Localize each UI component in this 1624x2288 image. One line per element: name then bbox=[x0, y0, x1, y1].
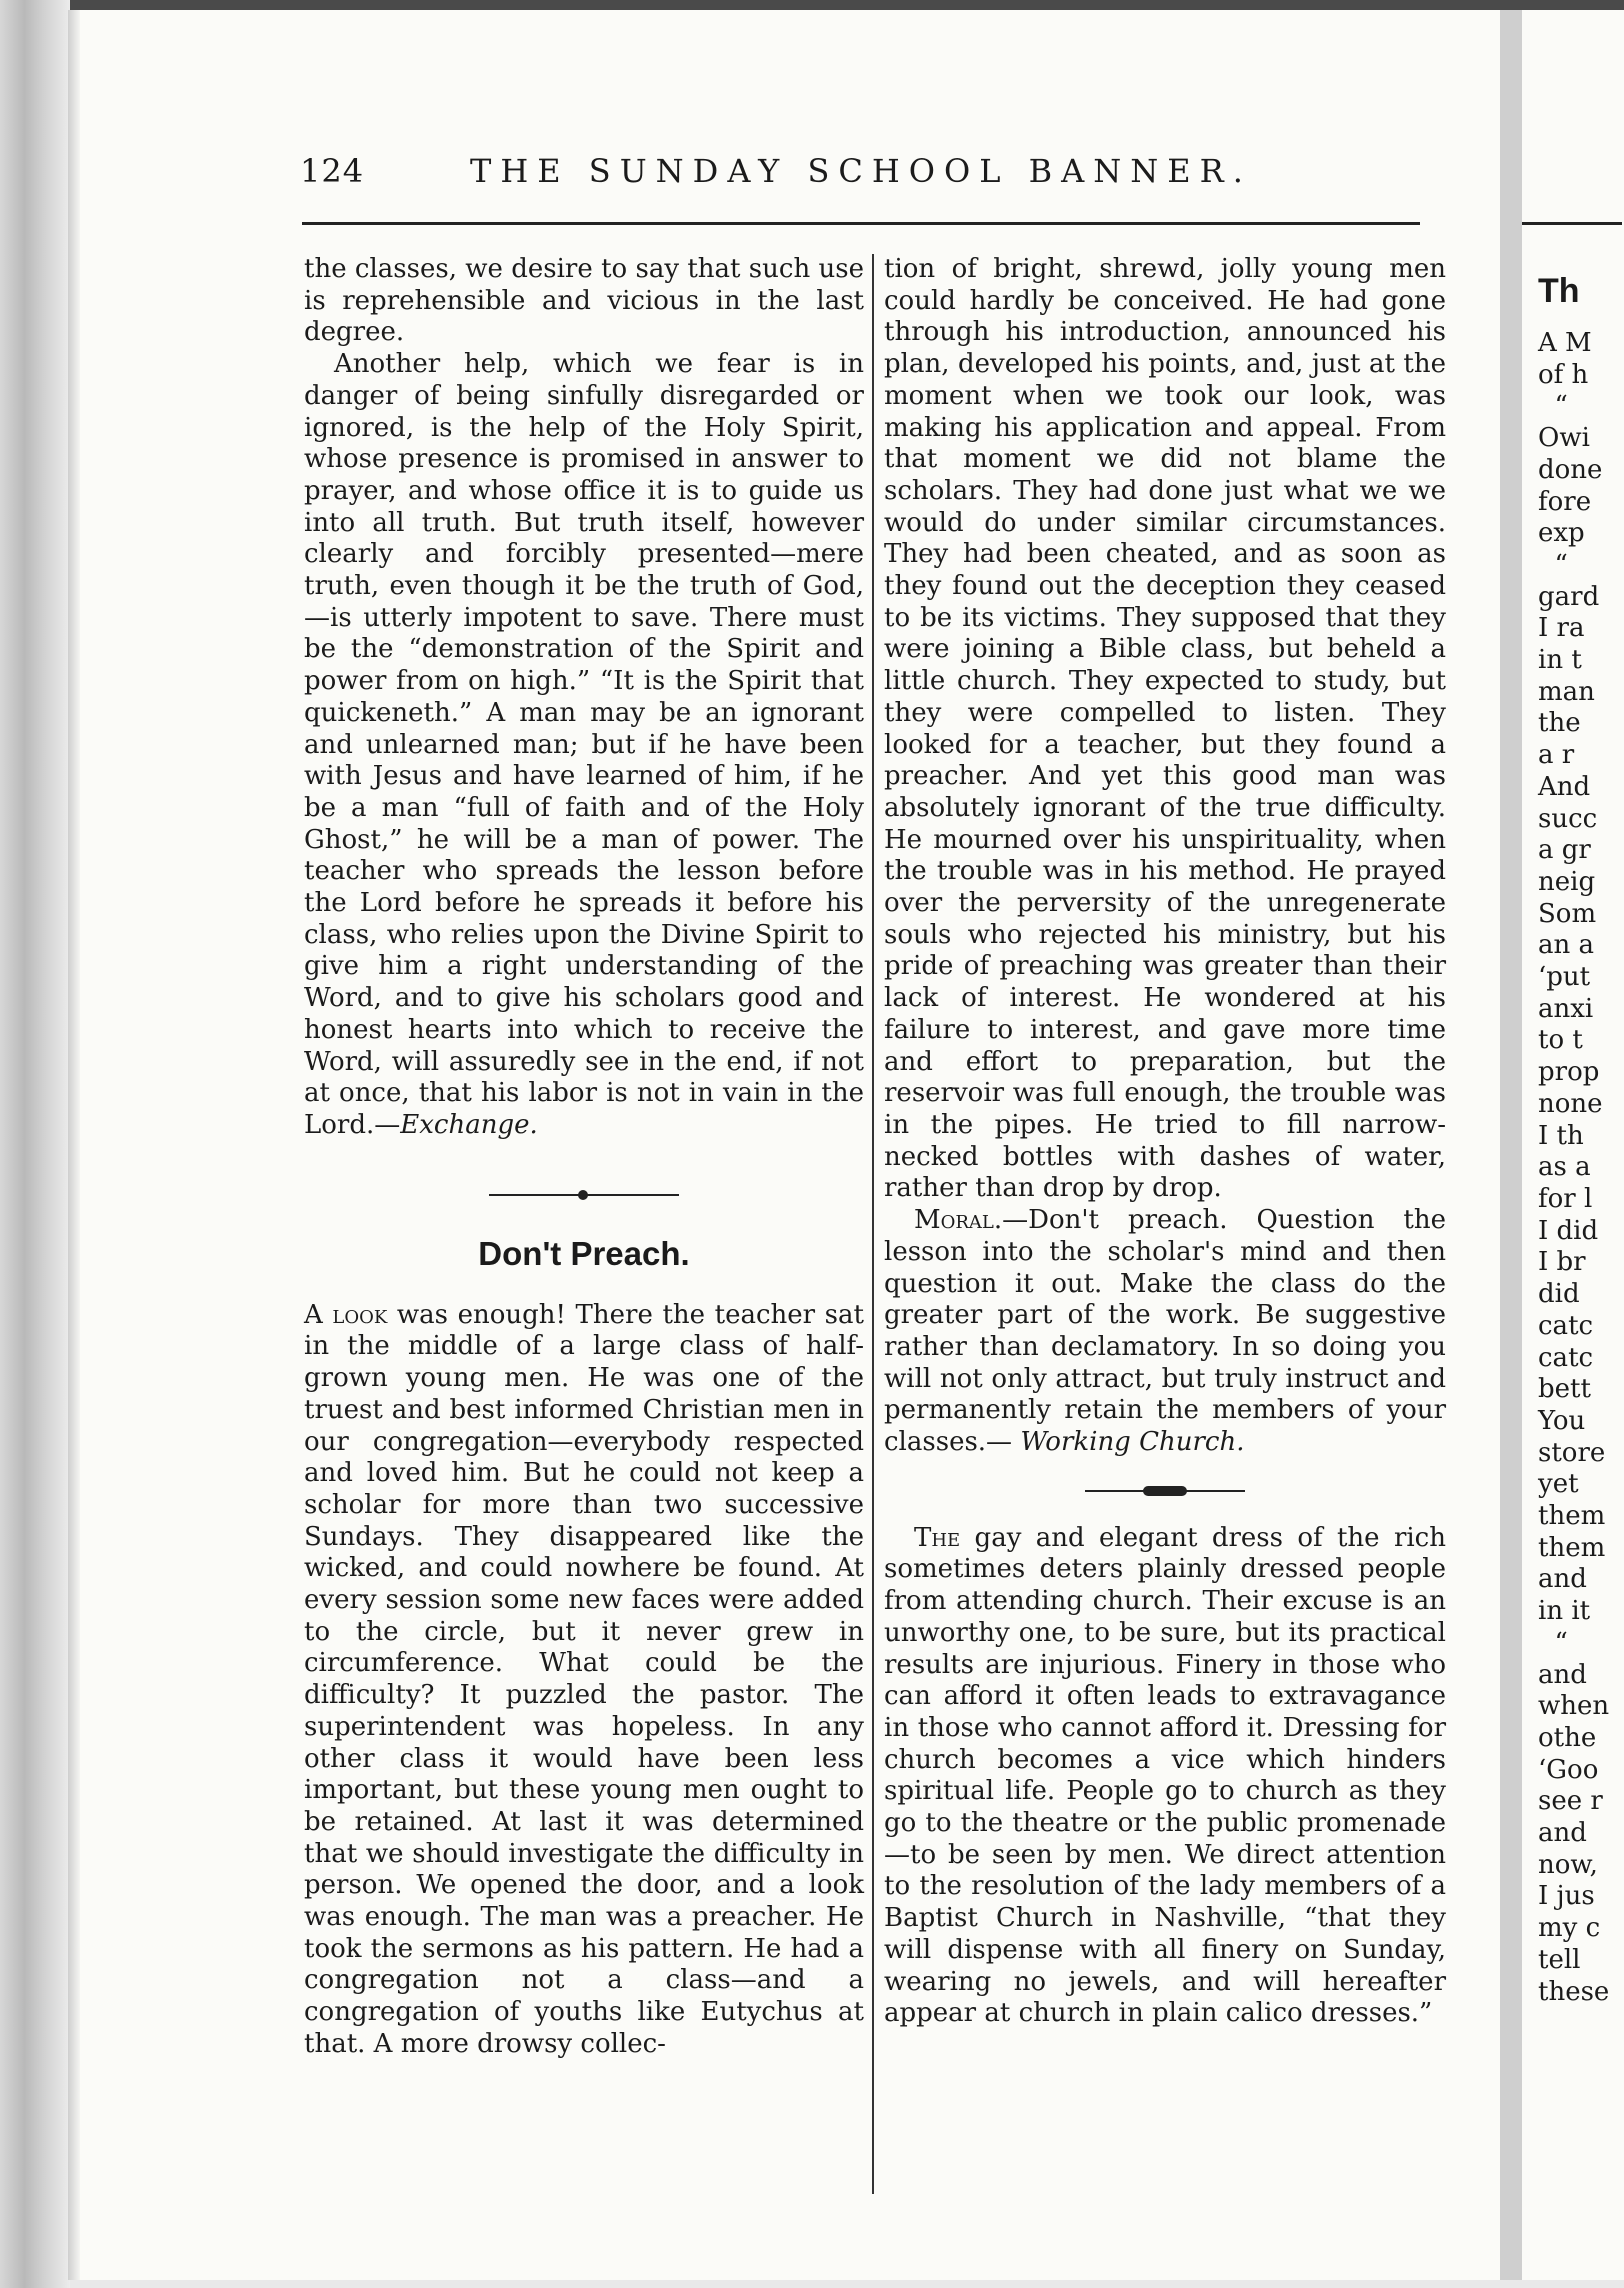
page-number: 124 bbox=[300, 152, 365, 190]
book-gutter bbox=[1500, 10, 1522, 2280]
note-text: gay and elegant dress of the rich sometimes deters plainly dressed people from attending church. Their excuse is an unworthy one, to be sure, but its practical results are injurious. Finery in those who can afford it often leads to extravagance in those who cannot afford it. Dressing for church becomes a vice which hinders spiritual life. People go to church as they go to the theatre or the public promenade—to be seen by men. We direct attention to the resolution of the lady members of a Baptist Church in Nashville, “that they will dispense with all finery on Sunday, wearing no jewels, and will hereafter appear at church in plain calico dresses.” bbox=[884, 1522, 1446, 2029]
moral-label: Moral. bbox=[914, 1205, 1003, 1236]
column-divider bbox=[872, 254, 874, 2194]
moral-paragraph bbox=[884, 1205, 1446, 1459]
page-header bbox=[300, 152, 1420, 202]
note-separator bbox=[1085, 1485, 1245, 1497]
continuation-source: Exchange. bbox=[400, 1109, 538, 1140]
moral-text: —Don't preach. Question the lesson into the scholar's mind and then question it out. Make the class do the greater part of the work. Be suggestive rather than declamatory. In so doing you will not only attract, but truly instruct and permanently retain the members of your classes.— bbox=[884, 1205, 1446, 1458]
article-title: Don't Preach. bbox=[478, 1234, 690, 1272]
page-edge-shadow bbox=[68, 10, 80, 2280]
moral-source: Working Church. bbox=[1020, 1427, 1245, 1458]
left-column bbox=[304, 254, 864, 2061]
facing-page-fragment bbox=[1522, 10, 1624, 2280]
dress-note-paragraph bbox=[884, 1523, 1446, 2030]
article-paragraph-1-continued: tion of bright, shrewd, jolly young men could hardly be conceived. He had gone through his introduction, announced his plan, developed his points, and, just at the moment when we took our look, was making his application and appeal. From that moment we did not blame the scholars. They had done just what we we would do under similar circumstances. They had been cheated, and as soon as they found out the deception they ceased to be its victims. They supposed that they were joining a Bible class, but beheld a little church. They expected to study, but they were compelled to listen. They looked for a teacher, but they found a preacher. And yet this good man was absolutely ignorant of the true difficulty. He mourned over his unspirituality, when the trouble was in his method. He prayed over the perversity of the unregenerate souls who rejected his ministry, but his pride of preaching was greater than their lack of interest. He wondered at his failure to interest, and gave more time and effort to preparation, but the reservoir was full enough, the trouble was in the pipes. He tried to fill narrow-necked bottles with dashes of water, rather than drop by drop. bbox=[884, 254, 1446, 1204]
book-binding bbox=[0, 0, 70, 2288]
facing-page-text: A M of h “ Owi done fore exp “ gard I ra in t man the a r And succ a gr neig Som an a ‘put anxi to t prop none I th as a for l I did I br did catc catc bett You store yet them them and in it “ and when othe ‘Goo see r and now, I jus my c tell these bbox=[1538, 328, 1610, 2007]
facing-page-rule bbox=[1522, 222, 1622, 225]
article-paragraph-1 bbox=[304, 1300, 864, 2061]
continuation-paragraph-2 bbox=[304, 349, 864, 1142]
right-column bbox=[884, 254, 1446, 2030]
note-lead-word: The bbox=[914, 1522, 961, 1553]
facing-page-heading: Th bbox=[1538, 272, 1580, 310]
continuation-paragraph-1: the classes, we desire to say that such use is reprehensible and vicious in the last degree. bbox=[304, 254, 864, 348]
section-ornament bbox=[489, 1186, 679, 1204]
running-title: THE SUNDAY SCHOOL BANNER. bbox=[470, 152, 1252, 190]
article-paragraph-1-text: was enough! There the teacher sat in the middle of a large class of half-grown young men. He was one of the truest and best informed Christian men in our congregation—everybody respected and loved him. But he could not keep a scholar for more than two successive Sundays. They disappeared like the wicked, and could nowhere be found. At every session some new faces were added to the circle, but it never grew in circumference. What could be the difficulty? It puzzled the pastor. The superintendent was hopeless. In any other class it would have been less important, but these young men ought to be retained. At last it was determined that we should investigate the difficulty in person. We opened the door, and a look was enough. The man was a preacher. He took the sermons as his pattern. He had a congregation not a class—and a congregation of youths like Eutychus at that. A more drowsy collec- bbox=[304, 1299, 864, 2059]
continuation-paragraph-2-text: Another help, which we fear is in danger of being sinfully disregarded or ignored, is the help of the Holy Spirit, whose presence is promised in answer to prayer, and whose office it is to guide us into all truth. But truth itself, however clearly and forcibly presented—mere truth, even though it be the truth of God,—is utterly impotent to save. There must be the “demonstration of the Spirit and power from on high.” “It is the Spirit that quickeneth.” A man may be an ignorant and unlearned man; but if he have been with Jesus and have learned of him, if he be a man “full of faith and of the Holy Ghost,” he will be a man of power. The teacher who spreads the lesson before the Lord before he spreads it before his class, who relies upon the Divine Spirit to give him a right understanding of the Word, and to give his scholars good and honest hearts into which to receive the Word, will assuredly see in the end, if not at once, that his labor is not in vain in the Lord.— bbox=[304, 349, 864, 1140]
article-lead-words: A look bbox=[304, 1299, 388, 1330]
header-rule bbox=[302, 222, 1420, 225]
